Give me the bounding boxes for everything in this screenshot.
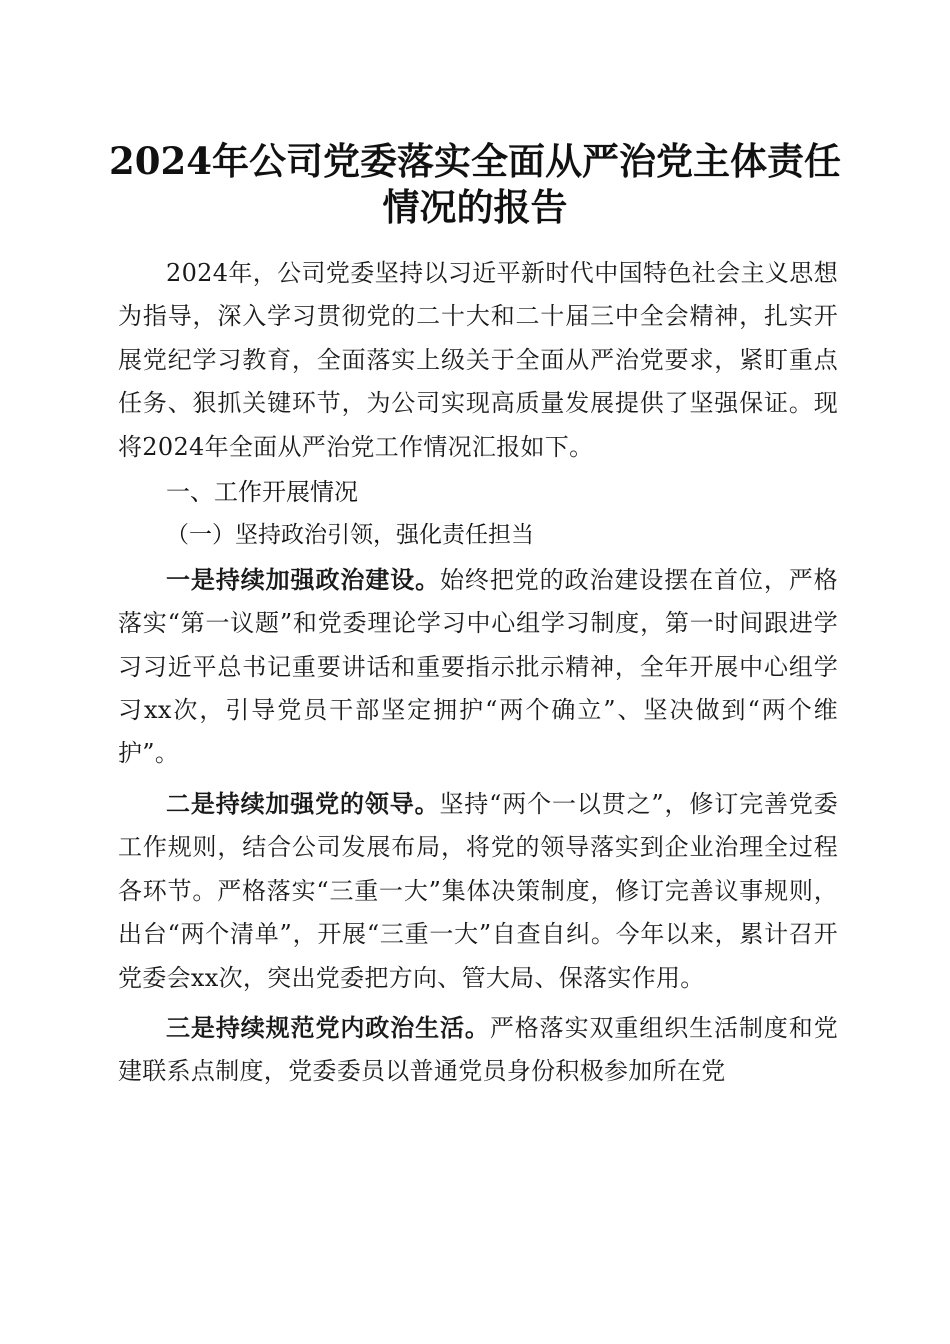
item-paragraph-3 bbox=[118, 1006, 838, 1094]
intro-paragraph: 2024年，公司党委坚持以习近平新时代中国特色社会主义思想为指导，深入学习贯彻党的二十大和二十届三中全会精神，扎实开展党纪学习教育，全面落实上级关于全面从严治党要求，紧盯重点任务、狠抓关键环节，为公司实现高质量发展提供了坚强保证。现将2024年全面从严治党工作情况汇报如下。 bbox=[118, 259, 838, 461]
document-body bbox=[118, 252, 838, 1094]
item-paragraph-2 bbox=[118, 782, 838, 1000]
item-text-2: 坚持“两个一以贯之”，修订完善党委工作规则，结合公司发展布局，将党的领导落实到企业治理全过程各环节。严格落实“三重一大”集体决策制度，修订完善议事规则，出台“两个清单”，开展“三重一大”自查自纠。今年以来，累计召开党委会xx次，突出党委把方向、管大局、保落实作用。 bbox=[118, 789, 838, 992]
item-lead-2: 二是持续加强党的领导。 bbox=[166, 788, 440, 818]
subsection-heading: （一）坚持政治引领，强化责任担当 bbox=[166, 522, 534, 549]
section-heading: 一、工作开展情况 bbox=[166, 478, 358, 507]
item-text-1: 始终把党的政治建设摆在首位，严格落实“第一议题”和党委理论学习中心组学习制度，第一时间跟进学习习近平总书记重要讲话和重要指示批示精神，全年开展中心组学习xx次，引导党员干部坚定拥护“两个确立”、坚决做到“两个维护”。 bbox=[118, 565, 838, 768]
document-title-line-2: 情况的报告 bbox=[382, 185, 568, 229]
item-paragraph-1 bbox=[118, 558, 838, 776]
item-lead-1: 一是持续加强政治建设。 bbox=[166, 564, 441, 594]
item-lead-3: 三是持续规范党内政治生活。 bbox=[166, 1012, 490, 1042]
document-title-line-1: 2024年公司党委落实全面从严治党主体责任 bbox=[109, 139, 841, 183]
item-text-3: 严格落实双重组织生活制度和党建联系点制度，党委委员以普通党员身份积极参加所在党 bbox=[118, 1013, 839, 1086]
